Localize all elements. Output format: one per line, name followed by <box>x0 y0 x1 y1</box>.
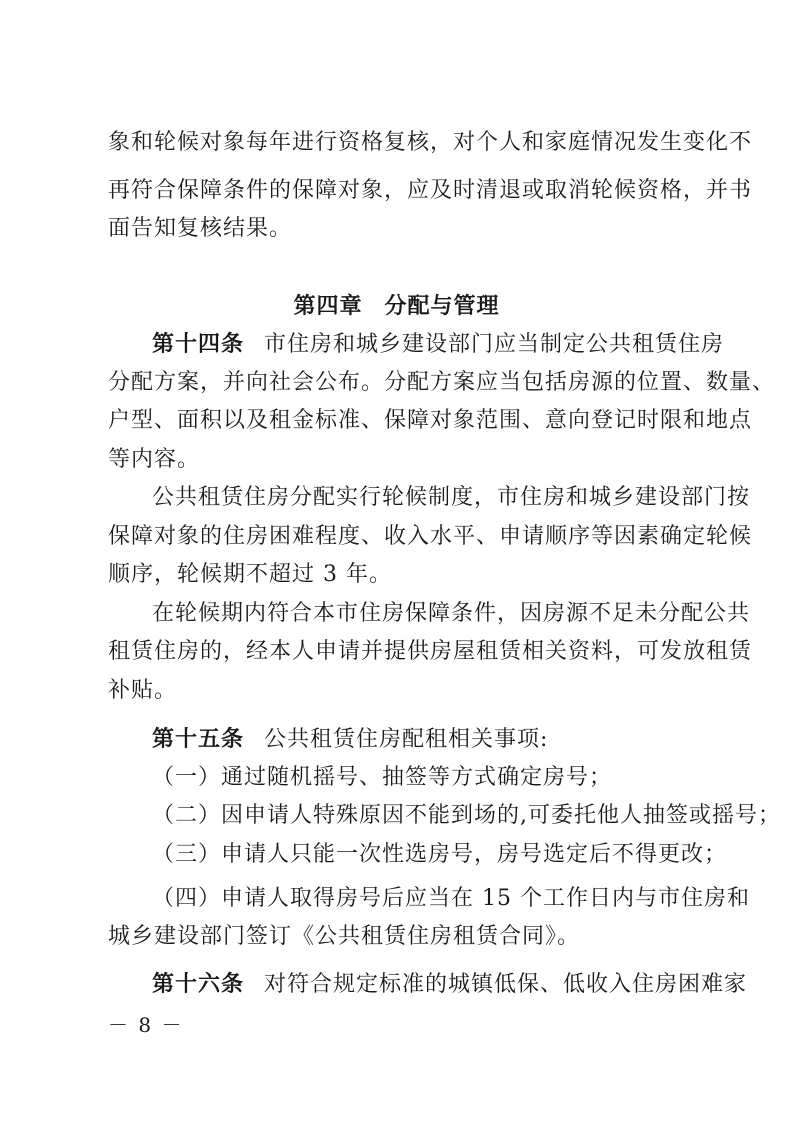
article-14-para3-line-3: 补贴。 <box>108 678 178 703</box>
chapter-title: 分配与管理 <box>384 293 500 319</box>
article-15-item-4-line-1: （四）申请人取得房号后应当在 15 个工作日内与市住房和 <box>152 886 750 911</box>
article-14-line-3: 户型、面积以及租金标准、保障对象范围、意向登记时限和地点 <box>108 408 753 433</box>
article-15-label: 第十五条 <box>152 726 245 752</box>
article-14-line-1 <box>152 329 725 359</box>
article-14-para3-line-1: 在轮候期内符合本市住房保障条件，因房源不足未分配公共 <box>152 601 751 626</box>
chapter-number: 第四章 <box>293 293 363 319</box>
article-14-para2-line-3: 顺序，轮候期不超过 3 年。 <box>108 562 392 587</box>
intro-line-1: 象和轮候对象每年进行资格复核，对个人和家庭情况发生变化不 <box>108 130 753 155</box>
article-15-item-1: （一）通过随机摇号、抽签等方式确定房号； <box>152 765 613 790</box>
article-15-line-1 <box>152 724 696 754</box>
article-14-para3-line-2: 租赁住房的，经本人申请并提供房屋租赁相关资料，可发放租赁 <box>108 639 753 664</box>
article-14-para2-line-1: 公共租赁住房分配实行轮候制度，市住房和城乡建设部门按 <box>152 485 751 510</box>
article-15-item-4-line-2: 城乡建设部门签订《公共租赁住房租赁合同》。 <box>108 924 581 949</box>
article-16-line-1 <box>152 969 748 999</box>
page-number: － 8 － <box>108 1013 184 1037</box>
article-16-label: 第十六条 <box>152 971 245 997</box>
article-16-text: 对符合规定标准的城镇低保、低收入住房困难家 <box>264 972 748 997</box>
article-15-item-3: （三）申请人只能一次性选房号，房号选定后不得更改； <box>152 842 728 867</box>
article-14-label: 第十四条 <box>152 331 245 357</box>
intro-line-2: 再符合保障条件的保障对象，应及时清退或取消轮候资格，并书 <box>108 178 753 203</box>
article-15-item-2: （二）因申请人特殊原因不能到场的,可委托他人抽签或摇号； <box>152 803 781 828</box>
article-14-para2-line-2: 保障对象的住房困难程度、收入水平、申请顺序等因素确定轮候 <box>108 524 753 549</box>
article-15-text: 公共租赁住房配租相关事项: <box>264 727 549 752</box>
article-14-line-4: 等内容。 <box>108 447 201 472</box>
intro-line-3: 面告知复核结果。 <box>108 216 293 241</box>
chapter-heading <box>0 291 793 321</box>
article-14-line-2: 分配方案，并向社会公布。分配方案应当包括房源的位置、数量、 <box>108 370 776 395</box>
article-14-text: 市住房和城乡建设部门应当制定公共租赁住房 <box>264 332 725 357</box>
